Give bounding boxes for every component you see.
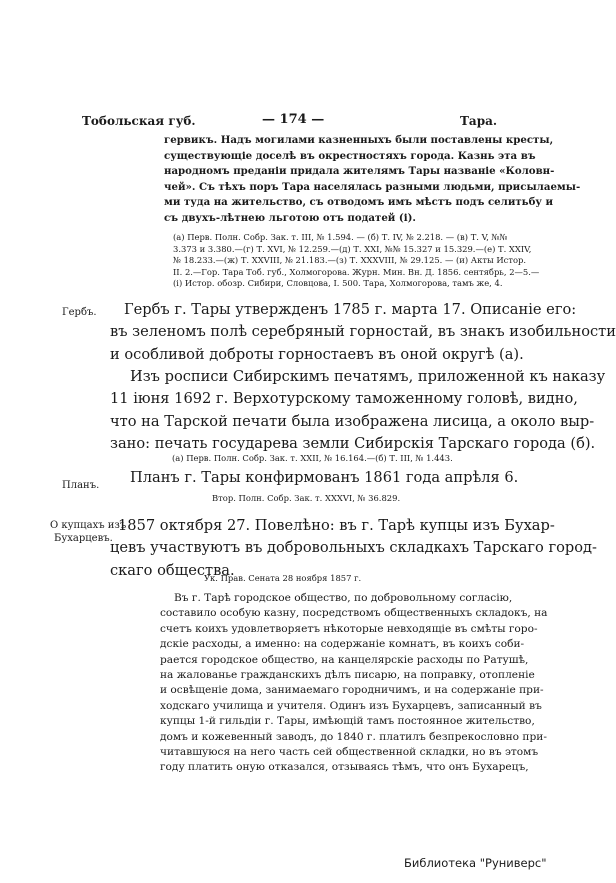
text-line: дскіе расходы, а именно: на содержаніе комнатъ, въ коихъ соби- [160, 638, 525, 651]
text-line: счетъ коихъ удовлетворяетъ нѣкоторые невходящіе въ смѣты горо- [160, 622, 538, 635]
plan-text: Планъ г. Тары конфирмованъ 1861 года апрѣля 6. [130, 469, 519, 486]
text-line: цевъ участвуютъ въ добровольныхъ складкахъ Тарскаго город- [110, 539, 597, 557]
footnote-line: 3.373 и 3.380.—(г) Т. XVI, № 12.259.—(д) Т. XXI, №№ 15.327 и 15.329.—(е) Т. XXIV, [173, 243, 532, 254]
text-line: чей». Съ тѣхъ поръ Тара населялась разными людьми, присылаемы- [164, 180, 581, 193]
footnote-line: № 18.233.—(ж) Т. XXVIII, № 21.183.—(з) Т. XXXVIII, № 29.125. — (и) Акты Истор. [173, 255, 527, 266]
text-line: 1857 октября 27. Повелѣно: въ г. Тарѣ купцы изъ Бухар- [118, 517, 555, 534]
text-line: народномъ преданіи придала жителямъ Тары названіе «Коловн- [164, 165, 555, 178]
text-line: Гербъ г. Тары утвержденъ 1785 г. марта 17. Описаніе его: [124, 301, 577, 318]
margin-label-plan: Планъ. [62, 480, 100, 491]
text-line: скаго общества. [110, 561, 235, 579]
top-footnotes [173, 232, 540, 290]
text-line: ми туда на жительство, съ отводомъ имъ мѣстъ подъ селитьбу и [164, 196, 554, 209]
text-line: на жалованье гражданскихъ дѣлъ писарю, на поправку, отопленіе [160, 668, 535, 681]
text-line: съ двухъ-лѣтнею льготою отъ податей (і). [164, 211, 416, 224]
merchants-footnote: Ук. Прав. Сената 28 ноября 1857 г. [204, 573, 362, 583]
text-line: ходскаго училища и учителя. Одинъ изъ Бухарцевъ, записанный въ [160, 699, 542, 712]
text-line: 11 іюня 1692 г. Верхотурскому таможенному головѣ, видно, [110, 390, 578, 408]
text-line: существующіе доселѣ въ окрестностяхъ города. Казнь эта въ [164, 149, 536, 162]
text-line: Въ г. Тарѣ городское общество, по добровольному согласію, [174, 592, 513, 604]
running-header-right: Тара. [460, 114, 498, 128]
running-header-left: Тобольская губ. [82, 114, 196, 128]
gerb-paragraph-2 [110, 366, 606, 456]
footnote-line: II. 2.—Гор. Тара Тоб. губ., Холмогорова. Журн. Мин. Вн. Д. 1856. сентябрь, 2—5.— [173, 266, 540, 277]
footnote-line: (а) Перв. Полн. Собр. Зак. т. III, № 1.594. — (б) Т. IV, № 2.218. — (в) Т. V, №№ [173, 232, 508, 242]
margin-label-merchants-line1: О купцахъ изъ [50, 520, 127, 531]
text-line: въ зеленомъ полѣ серебряный горностай, въ знакъ изобильности [110, 323, 616, 341]
text-line: и освѣщеніе дома, занимаемаго городничимъ, и на содержаніе при- [160, 684, 544, 697]
text-line: что на Тарской печати была изображена лисица, а около выр- [110, 412, 595, 430]
library-credit: Библиотека "Руниверс" [404, 856, 547, 870]
text-line: и особливой доброты горностаевъ въ оной округѣ (а). [110, 345, 524, 363]
top-paragraph [164, 133, 581, 227]
page-number: — 174 — [262, 112, 325, 127]
text-line: составило особую казну, посредствомъ общественныхъ складокъ, на [160, 607, 548, 620]
text-line: домъ и кожевенный заводъ, до 1840 г. платилъ безпрекословно при- [160, 730, 547, 743]
gerb-paragraph-1 [110, 299, 616, 366]
text-line: купцы 1-й гильдіи г. Тары, имѣющій тамъ постоянное жительство, [160, 715, 535, 728]
text-line: году платить оную отказался, отзываясь тѣмъ, что онъ Бухарецъ, [160, 761, 529, 774]
plan-footnote: Втор. Полн. Собр. Зак. т. XXXVI, № 36.829. [212, 493, 401, 503]
bottom-paragraph [160, 591, 548, 776]
text-line: зано: печать государева земли Сибирскія Тарскаго города (б). [110, 435, 596, 453]
text-line: гервикъ. Надъ могилами казненныхъ были поставлены кресты, [164, 134, 554, 146]
margin-label-merchants-line2: Бухарцевъ. [54, 533, 113, 544]
gerb-footnote: (а) Перв. Полн. Собр. Зак. т. XXII, № 16.164.—(б) Т. III, № 1.443. [172, 453, 453, 463]
text-line: рается городское общество, на канцелярскіе расходы по Ратушѣ, [160, 653, 529, 666]
text-line: Изъ росписи Сибирскимъ печатямъ, приложенной къ наказу [130, 368, 606, 385]
footnote-line: (і) Истор. обозр. Сибири, Словцова, I. 500. Тара, Холмогорова, тамъ же, 4. [173, 278, 503, 289]
text-line: читавшуюся на него часть сей общественной складки, но въ этомъ [160, 745, 539, 758]
margin-label-gerb: Гербъ. [62, 307, 97, 318]
